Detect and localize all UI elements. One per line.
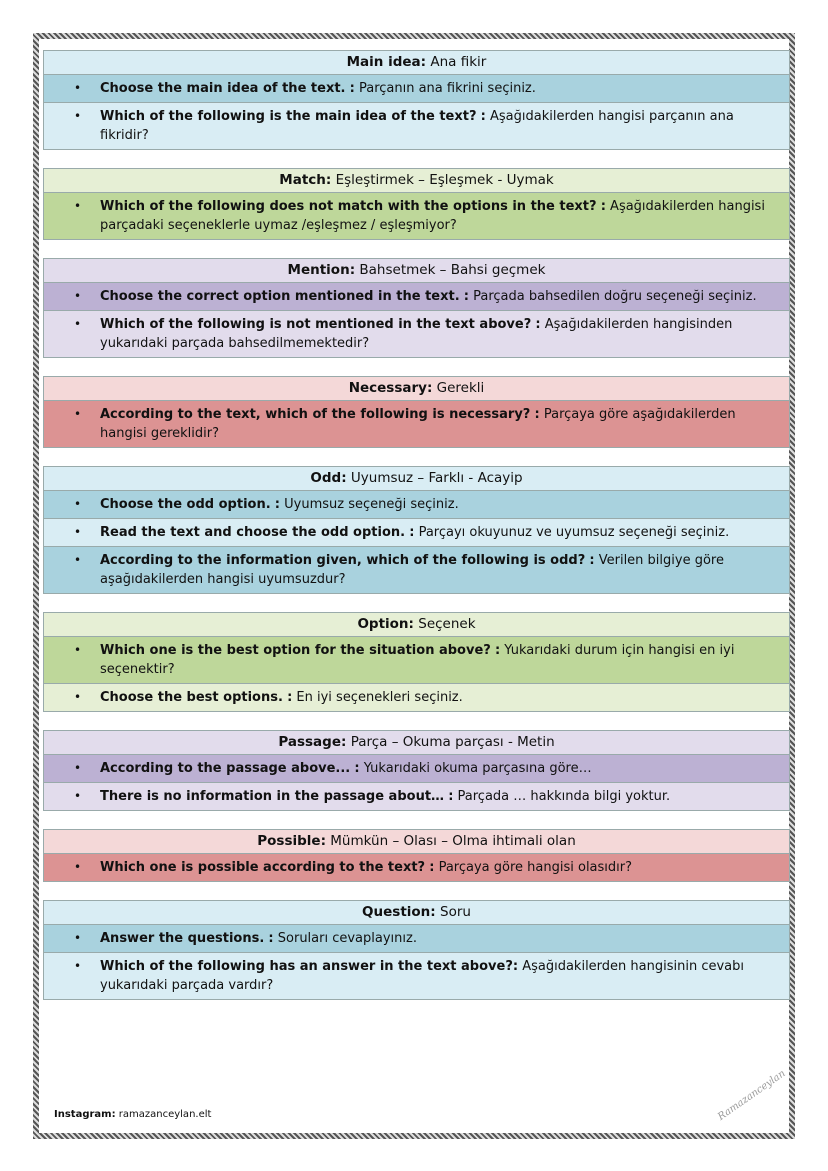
list-item: • According to the passage above... : Yukarıdaki okuma parçasına göre… [44,755,789,783]
english-phrase: Which of the following does not match with the options in the text? [100,199,597,214]
section-header: Match: Eşleştirmek – Eşleşmek - Uymak [44,169,789,193]
turkish-translation: Aşağıdakilerden hangisinin cevabı yukarıdaki parçada vardır? [100,959,745,993]
english-phrase: According to the passage above... [100,761,351,776]
list-item: • Choose the odd option. : Uyumsuz seçeneği seçiniz. [44,491,789,519]
section-header: Question: Soru [44,901,789,925]
term-translation: Parça – Okuma parçası - Metin [350,734,555,750]
english-phrase: Read the text and choose the odd option. [100,525,406,540]
bullet-icon: • [74,690,82,704]
section-possible [43,829,790,882]
term: Necessary [348,380,427,396]
list-item: • Which of the following is not mentioned in the text above? : Aşağıdakilerden hangisinden yukarıdaki parçada bahsedilmemektedir? [44,311,789,357]
turkish-translation: Aşağıdakilerden hangisi parçadaki seçeneklerle uymaz /eşleşmez / eşleşmiyor? [100,199,765,233]
term: Possible [257,833,321,849]
bullet-icon: • [74,199,82,213]
turkish-translation: Parçaya göre hangisi olasıdır? [438,860,633,875]
bullet-icon: • [74,959,82,973]
term-translation: Gerekli [436,380,485,396]
bullet-icon: • [74,553,82,567]
english-phrase: Choose the main idea of the text. [100,81,346,96]
english-phrase: Which one is the best option for the situation above? [100,643,491,658]
footer: Instagram: ramazanceylan.elt [54,1109,212,1120]
section-header: Odd: Uyumsuz – Farklı - Acayip [44,467,789,491]
section-header: Necessary: Gerekli [44,377,789,401]
section-question [43,900,790,1000]
english-phrase: Which of the following is the main idea of the text? [100,109,477,124]
term: Passage [278,734,341,750]
vocabulary-sheet [43,50,790,1018]
turkish-translation: Yukarıdaki durum için hangisi en iyi seçenektir? [100,643,735,677]
term: Main idea [346,54,421,70]
bullet-icon: • [74,81,82,95]
bullet-icon: • [74,407,82,421]
english-phrase: Which one is possible according to the text? [100,860,426,875]
section-mention [43,258,790,358]
term-translation: Ana fikir [430,54,487,70]
list-item: • Answer the questions. : Soruları cevaplayınız. [44,925,789,953]
list-item: • Which of the following is the main idea of the text? : Aşağıdakilerden hangisi parçanın ana fikridir? [44,103,789,149]
turkish-translation: Parçayı okuyunuz ve uyumsuz seçeneği seçiniz. [418,525,730,540]
english-phrase: Which of the following has an answer in the text above?: [100,959,519,974]
section-header: Main idea: Ana fikir [44,51,789,75]
section-header: Mention: Bahsetmek – Bahsi geçmek [44,259,789,283]
term: Odd [310,470,342,486]
bullet-icon: • [74,789,82,803]
section-option [43,612,790,712]
list-item [44,953,789,999]
turkish-translation: Aşağıdakilerden hangisi parçanın ana fikridir? [100,109,734,143]
section-match [43,168,790,240]
list-item: • Choose the correct option mentioned in the text. : Parçada bahsedilen doğru seçeneği seçiniz. [44,283,789,311]
list-item: • According to the text, which of the following is necessary? : Parçaya göre aşağıdakilerden hangisi gereklidir? [44,401,789,447]
section-header: Option: Seçenek [44,613,789,637]
list-item: • Read the text and choose the odd option. : Parçayı okuyunuz ve uyumsuz seçeneği seçiniz. [44,519,789,547]
list-item: • Which one is possible according to the text? : Parçaya göre hangisi olasıdır? [44,854,789,881]
turkish-translation: Verilen bilgiye göre aşağıdakilerden hangisi uyumsuzdur? [100,553,724,587]
list-item: • There is no information in the passage about… : Parçada … hakkında bilgi yoktur. [44,783,789,810]
bullet-icon: • [74,497,82,511]
bullet-icon: • [74,860,82,874]
section-necessary [43,376,790,448]
footer-handle: ramazanceylan.elt [118,1109,212,1120]
turkish-translation: Soruları cevaplayınız. [277,931,417,946]
turkish-translation: Aşağıdakilerden hangisinden yukarıdaki parçada bahsedilmemektedir? [100,317,733,351]
bullet-icon: • [74,931,82,945]
list-item: • Which of the following does not match with the options in the text? : Aşağıdakilerden hangisi parçadaki seçeneklerle uymaz /eşleşmez / eşleşmiyor? [44,193,789,239]
bullet-icon: • [74,761,82,775]
section-odd [43,466,790,594]
bullet-icon: • [74,525,82,539]
english-phrase: According to the text, which of the following is necessary? [100,407,531,422]
term-translation: Soru [440,904,471,920]
list-item: • Which one is the best option for the situation above? : Yukarıdaki durum için hangisi en iyi seçenektir? [44,637,789,684]
turkish-translation: Uyumsuz seçeneği seçiniz. [284,497,459,512]
watermark: Ramazanceylan [716,1068,788,1123]
english-phrase: Which of the following is not mentioned in the text above? [100,317,532,332]
footer-label: Instagram [54,1109,112,1120]
english-phrase: Choose the correct option mentioned in the text. [100,289,460,304]
turkish-translation: Parçanın ana fikrini seçiniz. [358,81,536,96]
turkish-translation: Parçada … hakkında bilgi yoktur. [457,789,671,804]
english-phrase: There is no information in the passage about… [100,789,445,804]
english-phrase: Choose the odd option. [100,497,271,512]
term-translation: Eşleştirmek – Eşleşmek - Uymak [335,172,554,188]
turkish-translation: En iyi seçenekleri seçiniz. [296,690,463,705]
term-translation: Bahsetmek – Bahsi geçmek [359,262,546,278]
turkish-translation: Parçada bahsedilen doğru seçeneği seçiniz. [473,289,757,304]
term-translation: Seçenek [418,616,476,632]
section-header: Possible: Mümkün – Olası – Olma ihtimali olan [44,830,789,854]
term: Question [362,904,431,920]
turkish-translation: Yukarıdaki okuma parçasına göre… [363,761,592,776]
section-passage [43,730,790,811]
english-phrase: According to the information given, which of the following is odd? [100,553,586,568]
english-phrase: Answer the questions. [100,931,265,946]
section-header: Passage: Parça – Okuma parçası - Metin [44,731,789,755]
list-item: • According to the information given, which of the following is odd? : Verilen bilgiye göre aşağıdakilerden hangisi uyumsuzdur? [44,547,789,593]
term: Option [357,616,409,632]
term: Match [279,172,326,188]
bullet-icon: • [74,643,82,657]
bullet-icon: • [74,317,82,331]
bullet-icon: • [74,109,82,123]
term-translation: Uyumsuz – Farklı - Acayip [350,470,523,486]
english-phrase: Choose the best options. [100,690,283,705]
bullet-icon: • [74,289,82,303]
term: Mention [287,262,350,278]
term-translation: Mümkün – Olası – Olma ihtimali olan [330,833,576,849]
section-main-idea [43,50,790,150]
turkish-translation: Parçaya göre aşağıdakilerden hangisi gereklidir? [100,407,736,441]
list-item: • Choose the best options. : En iyi seçenekleri seçiniz. [44,684,789,711]
list-item: • Choose the main idea of the text. : Parçanın ana fikrini seçiniz. [44,75,789,103]
